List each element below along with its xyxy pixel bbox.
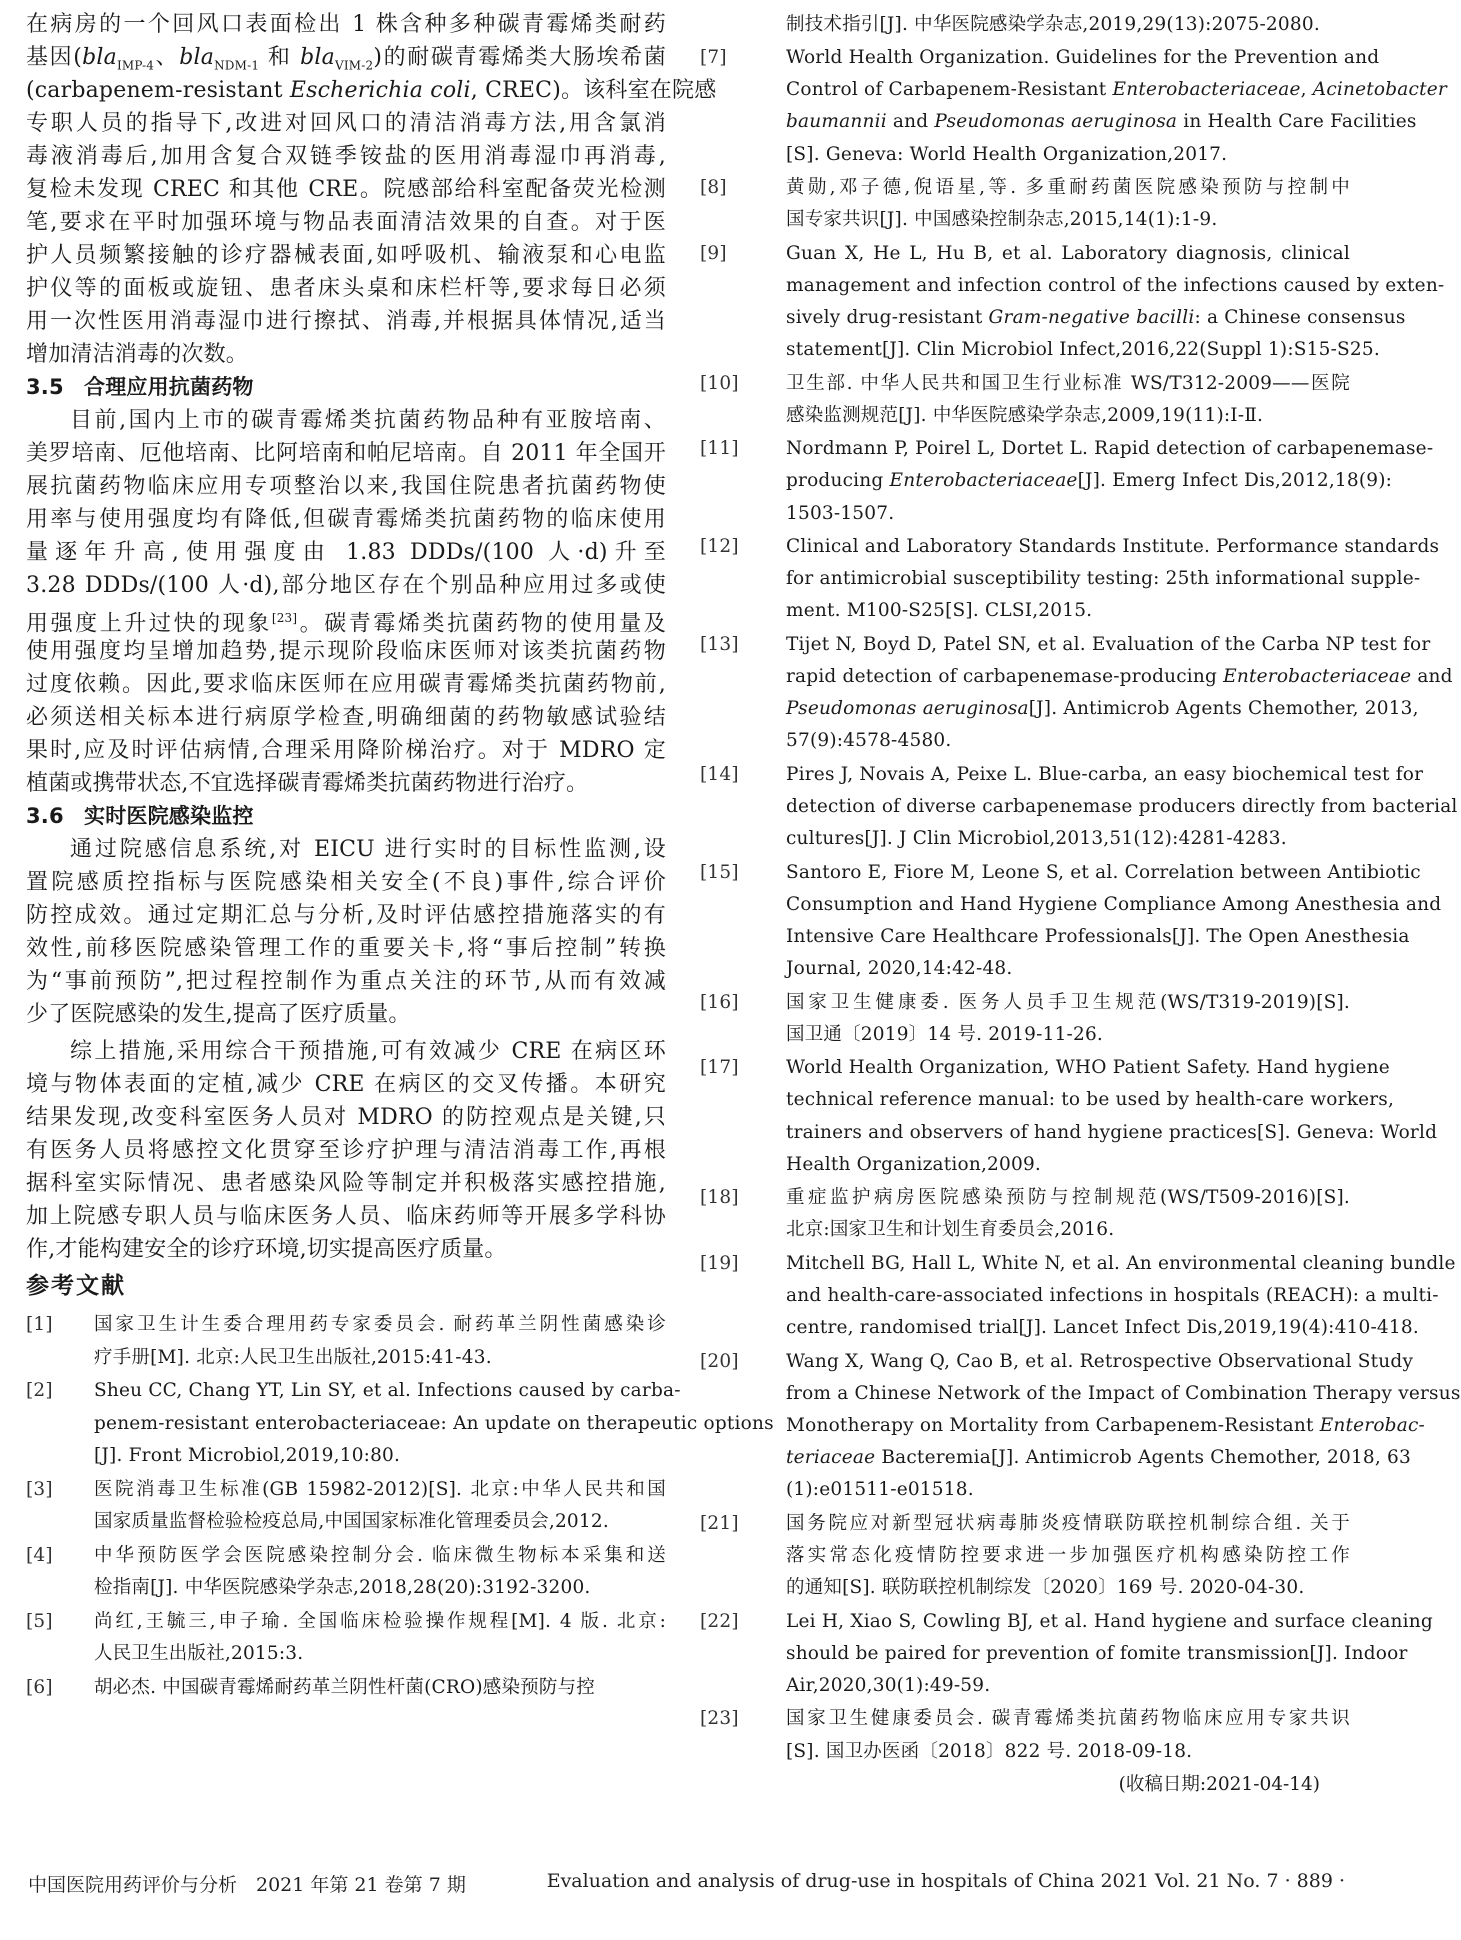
section-heading-3-6 <box>26 800 666 833</box>
body-line: 通过院感信息系统,对 EICU 进行实时的目标性监测,设 <box>70 837 666 862</box>
footer-journal-en: Evaluation and analysis of drug-use in hospitals of China 2021 Vol. 21 No. 7 · 889 · <box>546 1870 1345 1892</box>
section-heading-3-5 <box>26 371 666 404</box>
reference-item <box>26 1539 666 1572</box>
reference-number: [12] <box>700 536 739 557</box>
reference-line <box>700 1377 1461 1410</box>
body-line: 少了医院感染的发生,提高了医疗质量。 <box>26 1002 411 1027</box>
reference-text: management and infection control of the infections caused by exten- <box>786 274 1445 296</box>
reference-text: sively drug-resistant Gram-negative bacilli: a Chinese consensus <box>786 307 1406 328</box>
reference-line <box>700 1116 1438 1149</box>
reference-line <box>700 692 1419 725</box>
reference-item <box>700 1247 1456 1280</box>
reference-text: 的通知[S]. 联防联控机制综发〔2020〕169 号. 2020-04-30. <box>786 1577 1305 1599</box>
reference-text: Pires J, Novais A, Peixe L. Blue-carba, an easy biochemical test for <box>786 763 1424 785</box>
reference-item <box>26 1374 681 1407</box>
reference-line <box>700 1669 1350 1702</box>
reference-item <box>700 856 1421 889</box>
reference-text: baumannii and Pseudomonas aeruginosa in Health Care Facilities <box>786 111 1417 133</box>
reference-line <box>26 1505 666 1538</box>
reference-text: and health-care-associated infections in hospitals (REACH): a multi- <box>786 1285 1439 1306</box>
body-line: 结果发现,改变科室医务人员对 MDRO 的防控观点是关键,只 <box>26 1105 666 1130</box>
reference-number: [1] <box>26 1314 53 1335</box>
italic-term: Enterobacteriaceae <box>1223 666 1412 687</box>
body-line: 毒液消毒后,加用含复合双链季铵盐的医用消毒湿巾再消毒, <box>26 144 666 169</box>
reference-text: 疗手册[M]. 北京:人民卫生出版社,2015:41-43. <box>94 1346 492 1368</box>
reference-text: 落实常态化疫情防控要求进一步加强医疗机构感染防控工作 <box>786 1545 1350 1566</box>
reference-line <box>700 1279 1439 1312</box>
section-title: 实时医院感染监控 <box>84 804 254 828</box>
reference-number: [10] <box>700 372 739 394</box>
reference-text: 医院消毒卫生标准(GB 15982-2012)[S]. 北京:中华人民共和国 <box>94 1478 666 1500</box>
reference-text: (1):e01511-e01518. <box>786 1479 974 1501</box>
reference-number: [16] <box>700 991 739 1013</box>
reference-text: [S]. 国卫办医函〔2018〕822 号. 2018-09-18. <box>786 1740 1193 1762</box>
reference-text: 国家卫生健康委员会. 碳青霉烯类抗菌药物临床应用专家共识 <box>786 1708 1350 1730</box>
reference-text: 1503-1507. <box>786 502 895 524</box>
reference-number: [18] <box>700 1187 739 1209</box>
reference-line <box>700 1441 1411 1474</box>
reference-text: 北京:国家卫生和计划生育委员会,2016. <box>786 1219 1115 1241</box>
reference-line <box>700 1637 1408 1670</box>
reference-text: centre, randomised trial[J]. Lancet Infect Dis,2019,19(4):410-418. <box>786 1317 1419 1339</box>
reference-text: World Health Organization, WHO Patient Safety. Hand hygiene <box>786 1057 1390 1079</box>
reference-item <box>26 1473 666 1506</box>
reference-text: 胡必杰. 中国碳青霉烯耐药革兰阴性杆菌(CRO)感染预防与控 <box>94 1676 595 1698</box>
text: 、 <box>154 45 180 70</box>
reference-text: Control of Carbapenem-Resistant Enterobacteriaceae, Acinetobacter <box>786 79 1447 101</box>
reference-item <box>26 1308 666 1341</box>
text: 和 <box>259 45 301 70</box>
reference-line <box>700 888 1442 921</box>
section-number: 3.5 <box>26 375 64 399</box>
reference-line <box>700 1083 1395 1116</box>
reference-text: 国务院应对新型冠状病毒肺炎疫情联防联控机制综合组. 关于 <box>786 1512 1350 1534</box>
body-line: 复检未发现 CREC 和其他 CRE。院感部给科室配备荧光检测 <box>26 177 666 202</box>
body-line: 作,才能构建安全的诊疗环境,切实提高医疗质量。 <box>26 1237 507 1262</box>
reference-number: [20] <box>700 1350 739 1372</box>
reference-text: Air,2020,30(1):49-59. <box>786 1675 991 1696</box>
reference-text: Mitchell BG, Hall L, White N, et al. An environmental cleaning bundle <box>786 1252 1456 1274</box>
reference-number: [7] <box>700 47 727 68</box>
reference-line <box>700 301 1406 334</box>
reference-line <box>700 105 1417 138</box>
reference-text: cultures[J]. J Clin Microbiol,2013,51(12):4281-4283. <box>786 828 1287 850</box>
references-heading: 参考文献 <box>26 1273 126 1299</box>
reference-number: [3] <box>26 1478 53 1500</box>
reference-text: 尚红,王毓三,申子瑜. 全国临床检验操作规程[M]. 4 版. 北京: <box>94 1610 666 1632</box>
body-line: 有医务人员将感控文化贯穿至诊疗护理与清洁消毒工作,再根 <box>26 1138 666 1163</box>
reference-text: 重症监护病房医院感染预防与控制规范(WS/T509-2016)[S]. <box>786 1187 1350 1209</box>
reference-line <box>700 1311 1419 1344</box>
reference-number: [19] <box>700 1252 739 1274</box>
italic-term: Pseudomonas aeruginosa <box>786 698 1029 720</box>
reference-text: Guan X, He L, Hu B, et al. Laboratory diagnosis, clinical <box>786 242 1350 264</box>
body-line: 必须送相关标本进行病原学检查,明确细菌的药物敏感试验结 <box>26 705 666 730</box>
reference-text: 国卫通〔2019〕14 号. 2019-11-26. <box>786 1023 1104 1045</box>
reference-item <box>700 367 1350 400</box>
reference-line <box>700 952 1350 985</box>
reference-text: 国家卫生健康委. 医务人员手卫生规范(WS/T319-2019)[S]. <box>786 991 1350 1013</box>
section-number: 3.6 <box>26 804 64 828</box>
body-line: 为“事前预防”,把过程控制作为重点关注的环节,从而有效减 <box>26 969 666 994</box>
body-line: 3.28 DDDs/(100 人·d),部分地区存在个别品种应用过多或使 <box>26 573 666 598</box>
reference-text: should be paired for prevention of fomite transmission[J]. Indoor <box>786 1642 1408 1664</box>
reference-continuation <box>700 8 1350 41</box>
reference-item <box>700 171 1350 204</box>
reference-text: Consumption and Hand Hygiene Compliance Among Anesthesia and <box>786 893 1442 915</box>
body-line: 境与物体表面的定植,减少 CRE 在病区的交叉传播。本研究 <box>26 1072 666 1097</box>
body-line: 护仪等的面板或旋钮、患者床头桌和床栏杆等,要求每日必须 <box>26 276 666 301</box>
body-line: 使用强度均呈增加趋势,提示现阶段临床医师对该类抗菌药物 <box>26 639 666 664</box>
body-line: 护人员频繁接触的诊疗器械表面,如呼吸机、输液泵和心电监 <box>26 243 666 268</box>
section-title: 合理应用抗菌药物 <box>84 375 254 399</box>
italic-term: baumannii <box>786 111 887 133</box>
reference-text: for antimicrobial susceptibility testing: 25th informational supple- <box>786 568 1421 590</box>
text: (carbapenem-resistant <box>26 78 290 103</box>
reference-item <box>700 986 1350 1019</box>
reference-line <box>700 203 1350 236</box>
reference-text: Nordmann P, Poirel L, Dortet L. Rapid detection of carbapenemase- <box>786 438 1434 460</box>
reference-text: Health Organization,2009. <box>786 1153 1041 1175</box>
reference-line <box>700 1409 1425 1442</box>
body-line: 过度依赖。因此,要求临床医师在应用碳青霉烯类抗菌药物前, <box>26 672 666 697</box>
reference-item <box>700 1181 1350 1214</box>
gene-subscript: NDM-1 <box>214 58 260 73</box>
reference-text: 制技术指引[J]. 中华医院感染学杂志,2019,29(13):2075-2080. <box>786 14 1320 35</box>
reference-text: statement[J]. Clin Microbiol Infect,2016,22(Suppl 1):S15-S25. <box>786 339 1380 361</box>
reference-text: 57(9):4578-4580. <box>786 730 952 752</box>
reference-number: [2] <box>26 1380 53 1401</box>
received-date: (收稿日期:2021-04-14) <box>1118 1774 1320 1795</box>
reference-number: [4] <box>26 1544 53 1566</box>
reference-text: [S]. Geneva: World Health Organization,2017. <box>786 143 1228 165</box>
reference-text: 国家卫生计生委合理用药专家委员会. 耐药革兰阴性菌感染诊 <box>94 1314 666 1335</box>
reference-item <box>700 758 1424 791</box>
text: )的耐碳青霉烯类大肠埃希菌 <box>373 45 667 70</box>
reference-line <box>700 269 1445 302</box>
reference-number: [5] <box>26 1610 53 1632</box>
reference-item <box>700 237 1350 270</box>
italic-term: teriaceae <box>786 1447 876 1469</box>
reference-text: [J]. Front Microbiol,2019,10:80. <box>94 1445 401 1466</box>
reference-text: Intensive Care Healthcare Professionals[J]. The Open Anesthesia <box>786 926 1410 947</box>
reference-line <box>700 497 1350 530</box>
reference-line <box>700 1148 1350 1181</box>
reference-number: [9] <box>700 242 727 264</box>
reference-item <box>700 1345 1414 1378</box>
reference-text: producing Enterobacteriaceae[J]. Emerg Infect Dis,2012,18(9): <box>786 470 1393 492</box>
reference-text: Sheu CC, Chang YT, Lin SY, et al. Infections caused by carba- <box>94 1380 681 1401</box>
gene-name: bla <box>82 45 117 70</box>
reference-text: Journal, 2020,14:42-48. <box>786 958 1013 980</box>
reference-text: Tijet N, Boyd D, Patel SN, et al. Evaluation of the Carba NP test for <box>786 633 1431 655</box>
body-line: 效性,前移医院感染管理工作的重要关卡,将“事后控制”转换 <box>26 936 666 961</box>
reference-line <box>26 1439 666 1472</box>
reference-line <box>700 1473 1350 1506</box>
reference-item <box>700 1507 1350 1540</box>
reference-text: 中华预防医学会医院感染控制分会. 临床微生物标本采集和送 <box>94 1544 666 1566</box>
reference-item <box>700 432 1434 465</box>
reference-line <box>700 660 1453 693</box>
reference-text: penem-resistant enterobacteriaceae: An update on therapeutic options <box>94 1412 774 1434</box>
reference-text: from a Chinese Network of the Impact of Combination Therapy versus <box>786 1382 1461 1404</box>
reference-item <box>700 1702 1350 1735</box>
footer-journal-cn: 中国医院用药评价与分析 2021 年第 21 卷第 7 期 <box>28 1874 466 1896</box>
reference-line <box>700 822 1350 855</box>
reference-item <box>700 530 1440 563</box>
reference-text: 人民卫生出版社,2015:3. <box>94 1643 304 1664</box>
reference-line <box>700 920 1410 953</box>
reference-line <box>700 73 1447 106</box>
gene-subscript: IMP-4 <box>116 58 155 73</box>
italic-term: Acinetobacter <box>1312 79 1447 101</box>
italic-term: Enterobacteriaceae <box>889 470 1078 492</box>
body-line: 植菌或携带状态,不宜选择碳青霉烯类抗菌药物进行治疗。 <box>26 771 589 796</box>
reference-text: teriaceae Bacteremia[J]. Antimicrob Agents Chemother, 2018, 63 <box>786 1447 1411 1469</box>
italic-term: Pseudomonas aeruginosa <box>934 111 1178 133</box>
reference-number: [17] <box>700 1057 739 1079</box>
reference-item <box>700 628 1431 661</box>
body-line: 在病房的一个回风口表面检出 1 株含种多种碳青霉烯类耐药 <box>26 12 666 37</box>
reference-number: [14] <box>700 763 739 785</box>
reference-line <box>700 1018 1350 1051</box>
reference-text: Clinical and Laboratory Standards Institute. Performance standards <box>786 536 1440 557</box>
reference-text: Monotherapy on Mortality from Carbapenem-Resistant Enterobac- <box>786 1415 1425 1436</box>
body-line: 加上院感专职人员与临床医务人员、临床药师等开展多学科协 <box>26 1204 666 1229</box>
reference-text: 检指南[J]. 中华医院感染学杂志,2018,28(20):3192-3200. <box>94 1577 591 1598</box>
reference-item <box>26 1605 666 1638</box>
reference-line <box>26 1407 774 1440</box>
body-line: 量逐年升高,使用强度由 1.83 DDDs/(100 人·d)升至 <box>26 540 666 565</box>
reference-number: [22] <box>700 1610 739 1632</box>
reference-item <box>700 41 1380 74</box>
body-line: 用一次性医用消毒湿巾进行擦拭、消毒,并根据具体情况,适当 <box>26 309 666 334</box>
reference-number: [23] <box>700 1708 739 1730</box>
body-line: 笔,要求在平时加强环境与物品表面清洁效果的自查。对于医 <box>26 210 666 235</box>
reference-item <box>700 1051 1390 1084</box>
body-line: 增加清洁消毒的次数。 <box>26 342 249 367</box>
body-line-genes <box>26 41 666 74</box>
reference-line <box>26 1637 666 1670</box>
reference-number: [6] <box>26 1676 53 1698</box>
reference-text: trainers and observers of hand hygiene practices[S]. Geneva: World <box>786 1121 1438 1143</box>
reference-line <box>700 333 1380 366</box>
reference-text: 卫生部. 中华人民共和国卫生行业标准 WS/T312-2009——医院 <box>786 372 1350 394</box>
text: 基因( <box>26 45 83 70</box>
reference-text: 国家质量监督检验检疫总局,中国国家标准化管理委员会,2012. <box>94 1511 609 1532</box>
reference-number: [8] <box>700 177 727 198</box>
reference-text: Pseudomonas aeruginosa[J]. Antimicrob Agents Chemother, 2013, <box>786 698 1419 720</box>
species-name: Escherichia coli <box>289 78 471 103</box>
body-line: 展抗菌药物临床应用专项整治以来,我国住院患者抗菌药物使 <box>26 474 666 499</box>
body-line: 目前,国内上市的碳青霉烯类抗菌药物品种有亚胺培南、 <box>70 408 666 433</box>
reference-number: [13] <box>700 633 739 655</box>
body-line: 专职人员的指导下,改进对回风口的清洁消毒方法,用含氯消 <box>26 111 666 136</box>
citation[interactable]: [23] <box>271 611 298 625</box>
reference-text: Lei H, Xiao S, Cowling BJ, et al. Hand hygiene and surface cleaning <box>786 1610 1433 1632</box>
reference-text: 国专家共识[J]. 中国感染控制杂志,2015,14(1):1-9. <box>786 209 1218 231</box>
gene-name: bla <box>179 45 215 70</box>
reference-item <box>700 1605 1433 1638</box>
body-line: 用率与使用强度均有降低,但碳青霉烯类抗菌药物的临床使用 <box>26 507 666 532</box>
text: 。碳青霉烯类抗菌药物的使用量及 <box>297 611 666 637</box>
reference-line <box>700 464 1393 497</box>
body-line: 果时,应及时评估病情,合理采用降阶梯治疗。对于 MDRO 定 <box>26 738 666 763</box>
reference-line <box>700 1571 1350 1604</box>
text: , CREC)。该科室在院感 <box>470 78 717 103</box>
body-line <box>26 74 717 107</box>
reference-number: [21] <box>700 1512 739 1534</box>
body-line: 综上措施,采用综合干预措施,可有效减少 CRE 在病区环 <box>70 1039 666 1064</box>
reference-line <box>700 1213 1350 1246</box>
body-line <box>26 602 666 635</box>
reference-text: 感染监测规范[J]. 中华医院感染学杂志,2009,19(11):Ⅰ-Ⅱ. <box>786 404 1264 426</box>
gene-subscript: VIM-2 <box>334 58 374 73</box>
reference-text: Santoro E, Fiore M, Leone S, et al. Correlation between Antibiotic <box>786 861 1421 883</box>
italic-term: Enterobacteriaceae <box>1112 79 1301 101</box>
reference-text: detection of diverse carbapenemase producers directly from bacterial <box>786 796 1458 817</box>
reference-text: 黄勋,邓子德,倪语星,等. 多重耐药菌医院感染预防与控制中 <box>786 177 1350 198</box>
reference-line <box>700 1735 1350 1768</box>
reference-line <box>700 399 1350 432</box>
reference-line <box>700 1539 1350 1572</box>
body-line: 防控成效。通过定期汇总与分析,及时评估感控措施落实的有 <box>26 903 666 928</box>
text: 用强度上升过快的现象 <box>26 611 272 637</box>
body-line: 置院感质控指标与医院感染相关安全(不良)事件,综合评价 <box>26 870 666 895</box>
reference-line <box>26 1341 666 1374</box>
reference-line <box>26 1571 666 1604</box>
body-line: 美罗培南、厄他培南、比阿培南和帕尼培南。自 2011 年全国开 <box>26 441 666 466</box>
reference-text: rapid detection of carbapenemase-producing Enterobacteriaceae and <box>786 666 1453 687</box>
reference-line <box>700 562 1421 595</box>
reference-text: technical reference manual: to be used by health-care workers, <box>786 1089 1395 1111</box>
reference-text: ment. M100-S25[S]. CLSI,2015. <box>786 600 1093 622</box>
reference-number: [11] <box>700 438 739 460</box>
body-line: 据科室实际情况、患者感染风险等制定并积极落实感控措施, <box>26 1171 666 1196</box>
reference-item <box>26 1671 666 1704</box>
reference-text: World Health Organization. Guidelines for the Prevention and <box>786 47 1380 68</box>
reference-number: [15] <box>700 861 739 883</box>
italic-term: Gram-negative bacilli <box>988 307 1195 328</box>
reference-text: Wang X, Wang Q, Cao B, et al. Retrospective Observational Study <box>786 1350 1414 1372</box>
reference-line <box>700 594 1350 627</box>
reference-line <box>700 138 1350 171</box>
reference-line <box>700 790 1458 823</box>
gene-name: bla <box>300 45 335 70</box>
reference-line <box>700 724 1350 757</box>
italic-term: Enterobac- <box>1319 1415 1425 1436</box>
